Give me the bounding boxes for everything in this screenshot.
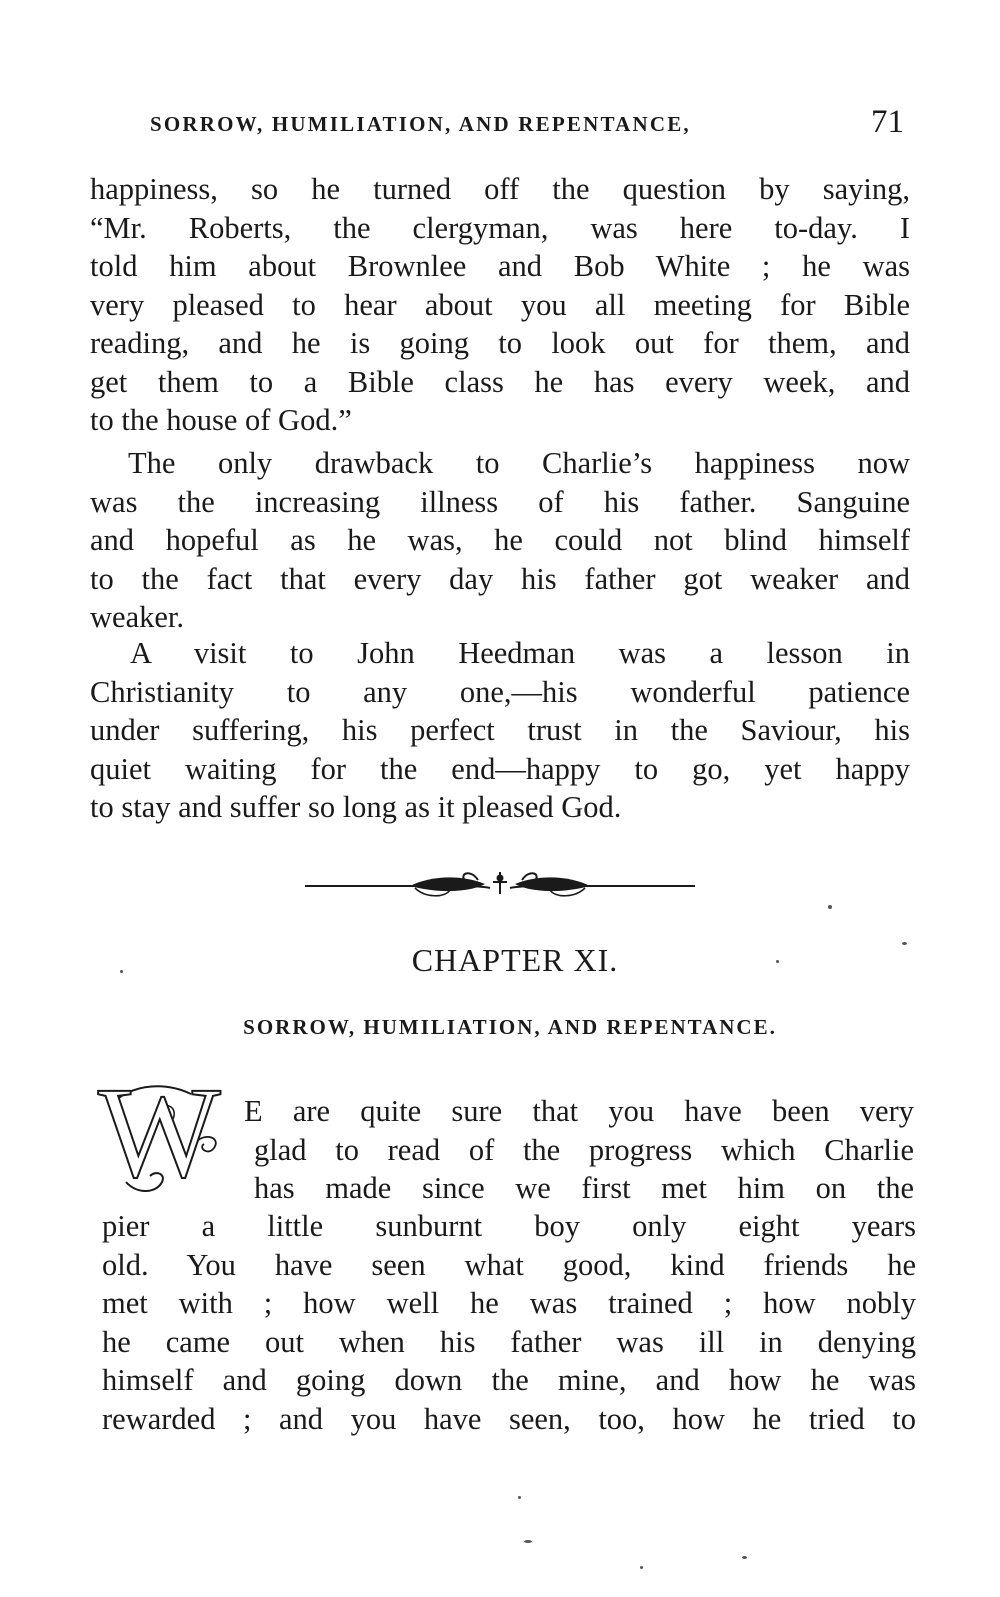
text-line: he came out when his father was ill in denying bbox=[102, 1324, 916, 1359]
text-line: has made since we first met him on the bbox=[254, 1171, 914, 1205]
text-line: Christianity to any one,—his wonderful patience bbox=[90, 674, 910, 709]
text-line: weaker. bbox=[90, 600, 184, 634]
page-number: 71 bbox=[871, 104, 904, 140]
text-line: under suffering, his perfect trust in the Saviour, his bbox=[90, 713, 910, 747]
opening-paragraph bbox=[102, 1207, 916, 1438]
text-line: “Mr. Roberts, the clergyman, was here to-day. I bbox=[90, 210, 910, 245]
opening-paragraph-indented bbox=[244, 1092, 914, 1208]
paragraph-2 bbox=[90, 444, 910, 637]
text-line: glad to read of the progress which Charlie bbox=[254, 1132, 914, 1167]
text-line: to the house of God.” bbox=[90, 403, 352, 437]
text-line: quiet waiting for the end—happy to go, yet happy bbox=[90, 751, 910, 786]
running-title: SORROW, HUMILIATION, AND REPENTANCE, bbox=[150, 112, 691, 136]
speck bbox=[902, 942, 907, 945]
speck bbox=[120, 970, 123, 973]
chapter-title: SORROW, HUMILIATION, AND REPENTANCE. bbox=[243, 1015, 777, 1039]
text-line: was the increasing illness of his father. Sanguine bbox=[90, 484, 910, 519]
text-line: himself and going down the mine, and how he was bbox=[102, 1363, 916, 1397]
paragraph-3 bbox=[90, 634, 910, 827]
text-line: happiness, so he turned off the question by saying, bbox=[90, 172, 910, 206]
speck bbox=[524, 1540, 532, 1543]
text-line: reading, and he is going to look out for them, and bbox=[90, 326, 910, 360]
text-line: to stay and suffer so long as it pleased God. bbox=[90, 790, 622, 824]
speck bbox=[776, 960, 779, 963]
text-line: The only drawback to Charlie’s happiness now bbox=[128, 446, 910, 480]
paragraph-1 bbox=[90, 170, 910, 440]
text-line: met with ; how well he was trained ; how nobly bbox=[102, 1286, 916, 1320]
text-line: A visit to John Heedman was a lesson in bbox=[130, 636, 910, 670]
text-line: and hopeful as he was, he could not blind himself bbox=[90, 523, 910, 557]
text-line: very pleased to hear about you all meeting for Bible bbox=[90, 287, 910, 322]
speck bbox=[518, 1496, 521, 1499]
text-line: told him about Brownlee and Bob White ; he was bbox=[90, 249, 910, 283]
speck bbox=[828, 905, 832, 909]
speck bbox=[640, 1566, 643, 1569]
drop-cap bbox=[96, 1061, 236, 1205]
text-line: get them to a Bible class he has every week, and bbox=[90, 364, 910, 399]
text-line: E are quite sure that you have been very bbox=[244, 1094, 914, 1128]
speck bbox=[742, 1556, 747, 1559]
running-head bbox=[150, 104, 910, 140]
ornament-divider-icon bbox=[300, 862, 700, 908]
text-line: to the fact that every day his father got weaker and bbox=[90, 561, 910, 596]
drop-cap-letter: W bbox=[98, 1061, 221, 1205]
text-line: rewarded ; and you have seen, too, how he tried to bbox=[102, 1401, 916, 1436]
chapter-heading: CHAPTER XI. bbox=[411, 942, 619, 978]
text-line: old. You have seen what good, kind friends he bbox=[102, 1247, 916, 1282]
text-line: pier a little sunburnt boy only eight years bbox=[102, 1209, 916, 1243]
